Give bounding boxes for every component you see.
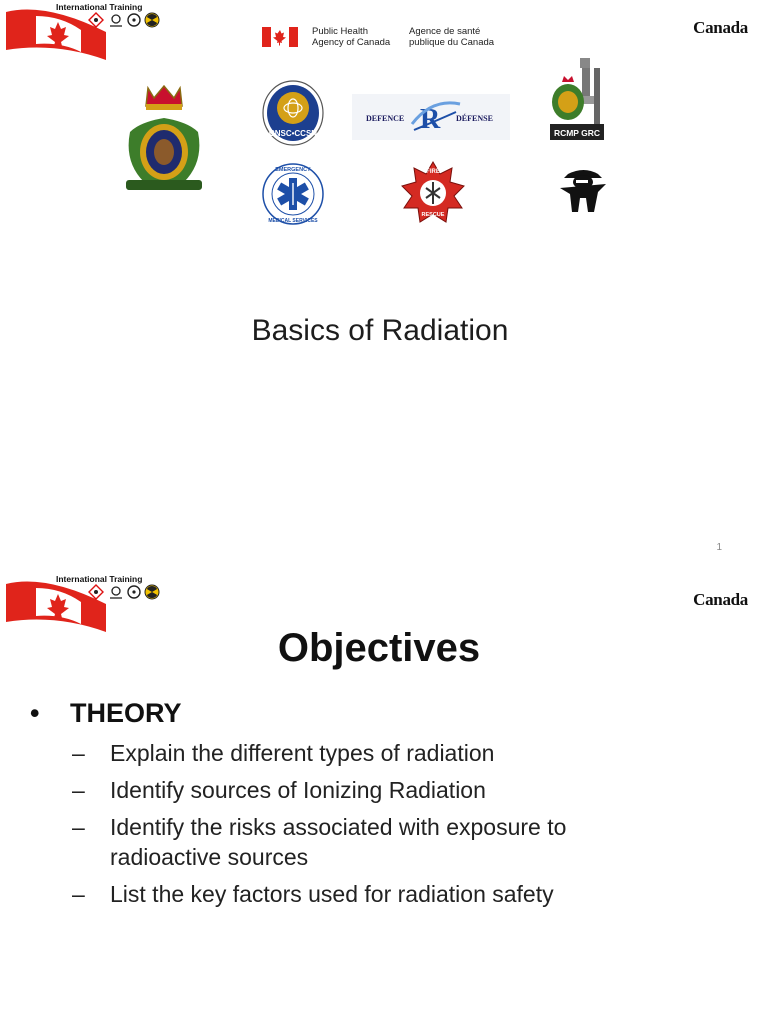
svg-text:FIRE: FIRE xyxy=(426,169,440,175)
hazard-symbols-icon xyxy=(88,584,168,600)
dash: – xyxy=(72,814,85,840)
dash: – xyxy=(72,777,85,803)
svg-text:RESCUE: RESCUE xyxy=(421,212,445,218)
phac-french: Agence de santé publique du Canada xyxy=(409,26,495,48)
svg-text:EMERGENCY: EMERGENCY xyxy=(275,167,311,173)
list-item: – Explain the different types of radiation xyxy=(72,740,495,766)
banner-title: International Training xyxy=(56,2,143,12)
public-health-agency-header xyxy=(262,26,512,50)
canada-wordmark: Canada xyxy=(693,18,748,37)
list-item: – Identify the risks associated with exposure to radioactive sources xyxy=(72,814,567,870)
slide-2-title: Objectives xyxy=(277,626,481,670)
bullet-theory: • THEORY xyxy=(30,698,182,728)
svg-text:DÉFENSE: DÉFENSE xyxy=(456,114,493,123)
dash: – xyxy=(72,881,85,907)
slide-2 xyxy=(0,572,768,1024)
svg-text:R: R xyxy=(420,104,441,135)
rcmp-crest-icon xyxy=(118,82,210,198)
international-training-banner xyxy=(6,2,166,64)
page-number: 1 xyxy=(716,542,722,553)
list-item: – List the key factors used for radiation safety xyxy=(72,881,554,907)
cnsc-ccsn-logo-icon xyxy=(262,80,324,146)
bullet-dot: • xyxy=(30,698,40,728)
objectives-list xyxy=(72,738,670,916)
list-item: – Identify sources of Ionizing Radiation xyxy=(72,777,486,803)
hazard-symbols-icon xyxy=(88,12,168,28)
svg-text:RCMP GRC: RCMP GRC xyxy=(553,128,601,138)
phac-english: Public Health Agency of Canada xyxy=(312,26,391,48)
emergency-medical-services-logo-icon xyxy=(262,163,324,225)
slide-1-title: Basics of Radiation xyxy=(251,314,509,347)
dash: – xyxy=(72,740,85,766)
fire-rescue-logo-icon xyxy=(400,160,466,226)
rcmp-forensic-microscope-icon xyxy=(544,56,608,144)
svg-text:MEDICAL SERVICES: MEDICAL SERVICES xyxy=(268,218,318,224)
defence-rd-logo-icon xyxy=(352,94,510,140)
canada-wordmark: Canada xyxy=(693,590,748,609)
spy-silhouette-icon xyxy=(554,162,612,218)
svg-text:CNSC•CCSN: CNSC•CCSN xyxy=(268,129,318,138)
svg-text:DEFENCE: DEFENCE xyxy=(366,114,405,123)
banner-title: International Training xyxy=(56,574,143,584)
canada-flag-icon xyxy=(262,27,298,47)
